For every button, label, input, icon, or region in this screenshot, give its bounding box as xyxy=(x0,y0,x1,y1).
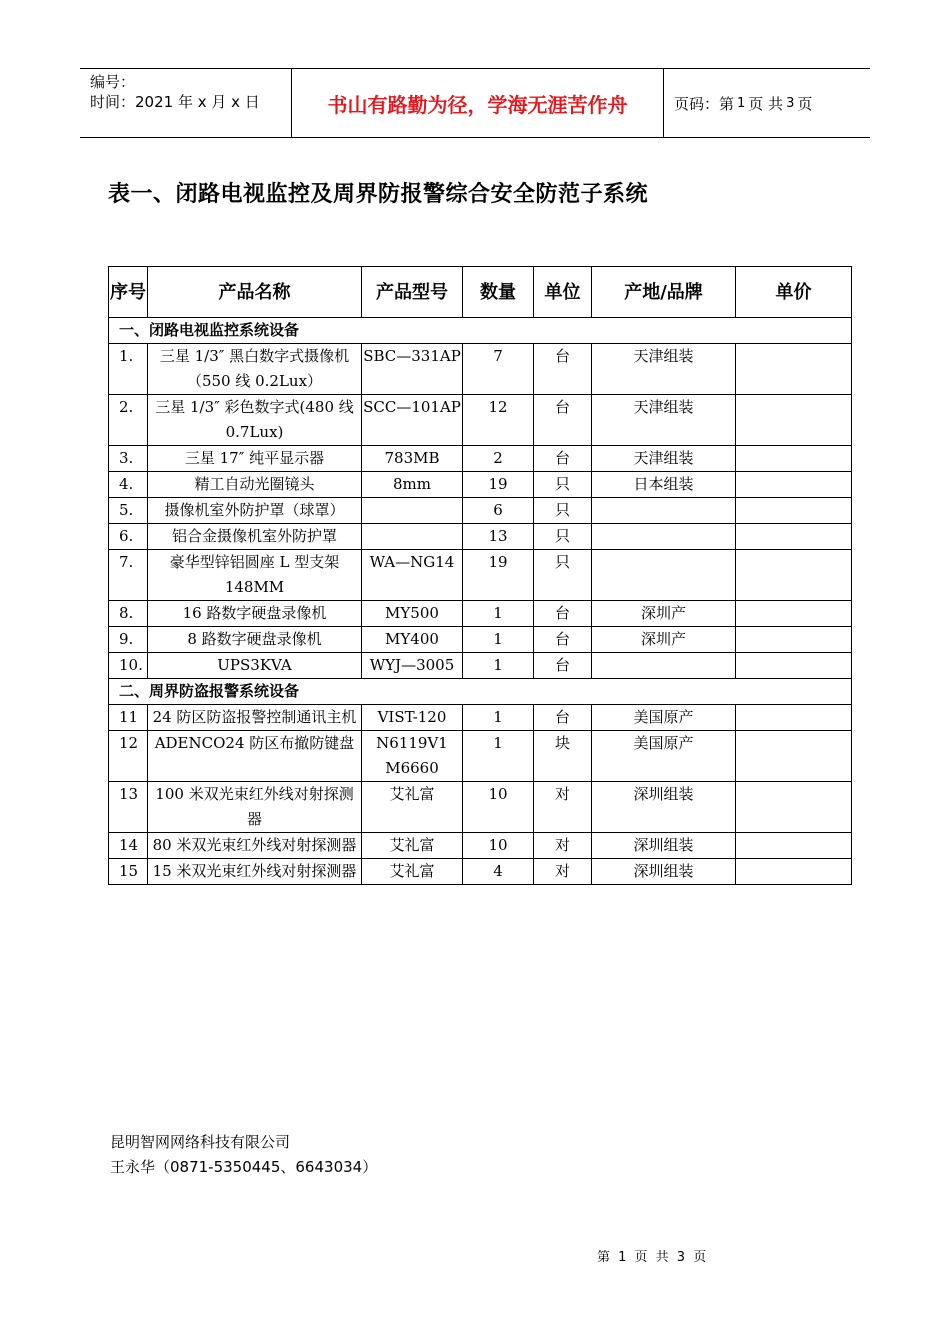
cell-unit: 台 xyxy=(534,601,592,627)
company-name: 昆明智网网络科技有限公司 xyxy=(110,1133,291,1151)
cell-no: 11 xyxy=(109,705,148,731)
cell-price xyxy=(736,833,852,859)
col-header-price: 单价 xyxy=(736,267,852,318)
col-header-name: 产品名称 xyxy=(148,267,362,318)
cell-qty: 19 xyxy=(463,550,534,601)
cell-price xyxy=(736,344,852,395)
time-label: 时间：2021 年 x 月 x 日 xyxy=(90,93,260,111)
cell-origin xyxy=(592,550,736,601)
cell-qty: 1 xyxy=(463,653,534,679)
cell-no: 15 xyxy=(109,859,148,885)
cell-qty: 7 xyxy=(463,344,534,395)
cell-unit: 对 xyxy=(534,833,592,859)
cell-model: VIST-120 xyxy=(362,705,463,731)
table-header-row xyxy=(109,267,852,318)
cell-qty: 12 xyxy=(463,395,534,446)
cell-price xyxy=(736,498,852,524)
cell-origin: 深圳组装 xyxy=(592,833,736,859)
cell-origin: 天津组装 xyxy=(592,344,736,395)
cell-model xyxy=(362,498,463,524)
col-header-seq: 序号 xyxy=(109,267,148,318)
cell-price xyxy=(736,472,852,498)
cell-unit: 只 xyxy=(534,472,592,498)
cell-model: 艾礼富 xyxy=(362,782,463,833)
cell-name: 三星 1/3″ 黑白数字式摄像机（550 线 0.2Lux） xyxy=(148,344,362,395)
cell-qty: 1 xyxy=(463,731,534,782)
cell-price xyxy=(736,705,852,731)
table-row xyxy=(109,859,852,885)
cell-price xyxy=(736,446,852,472)
cell-unit: 台 xyxy=(534,653,592,679)
cell-qty: 1 xyxy=(463,705,534,731)
cell-unit: 台 xyxy=(534,344,592,395)
cell-qty: 10 xyxy=(463,833,534,859)
cell-name: 摄像机室外防护罩（球罩） xyxy=(148,498,362,524)
cell-qty: 10 xyxy=(463,782,534,833)
cell-no: 12 xyxy=(109,731,148,782)
cell-origin: 深圳产 xyxy=(592,601,736,627)
cell-name: 三星 17″ 纯平显示器 xyxy=(148,446,362,472)
table-row xyxy=(109,395,852,446)
cell-unit: 台 xyxy=(534,395,592,446)
table-row xyxy=(109,472,852,498)
table-row xyxy=(109,627,852,653)
cell-name: 铝合金摄像机室外防护罩 xyxy=(148,524,362,550)
company-info xyxy=(110,1130,377,1180)
page-footer: 第 1 页 共 3 页 xyxy=(597,1250,707,1265)
table-row xyxy=(109,550,852,601)
table-row xyxy=(109,524,852,550)
table-row xyxy=(109,601,852,627)
cell-price xyxy=(736,601,852,627)
cell-price xyxy=(736,859,852,885)
cell-unit: 台 xyxy=(534,705,592,731)
cell-origin: 深圳组装 xyxy=(592,782,736,833)
cell-unit: 只 xyxy=(534,550,592,601)
cell-origin xyxy=(592,653,736,679)
cell-no: 3. xyxy=(109,446,148,472)
cell-name: 精工自动光圈镜头 xyxy=(148,472,362,498)
cell-origin: 天津组装 xyxy=(592,446,736,472)
cell-price xyxy=(736,782,852,833)
cell-model: 艾礼富 xyxy=(362,833,463,859)
table-row xyxy=(109,731,852,782)
cell-model: MY500 xyxy=(362,601,463,627)
cell-no: 6. xyxy=(109,524,148,550)
cell-no: 5. xyxy=(109,498,148,524)
cell-qty: 13 xyxy=(463,524,534,550)
cell-model: 783MB xyxy=(362,446,463,472)
cell-qty: 6 xyxy=(463,498,534,524)
company-contact: 王永华（0871-5350445、6643034） xyxy=(110,1158,378,1176)
cell-unit: 对 xyxy=(534,782,592,833)
cell-name: 8 路数字硬盘录像机 xyxy=(148,627,362,653)
cell-model: N6119V1 M6660 xyxy=(362,731,463,782)
section-row xyxy=(109,318,852,344)
cell-price xyxy=(736,653,852,679)
cell-unit: 对 xyxy=(534,859,592,885)
table-row xyxy=(109,653,852,679)
cell-no: 9. xyxy=(109,627,148,653)
table-row xyxy=(109,782,852,833)
cell-name: ADENCO24 防区布撤防键盘 xyxy=(148,731,362,782)
cell-qty: 19 xyxy=(463,472,534,498)
cell-origin xyxy=(592,524,736,550)
table-row xyxy=(109,498,852,524)
cell-name: 80 米双光束红外线对射探测器 xyxy=(148,833,362,859)
col-header-model: 产品型号 xyxy=(362,267,463,318)
cell-qty: 1 xyxy=(463,627,534,653)
cell-no: 7. xyxy=(109,550,148,601)
document-title: 表一、闭路电视监控及周界防报警综合安全防范子系统 xyxy=(108,182,649,207)
cell-name: UPS3KVA xyxy=(148,653,362,679)
section-title: 二、周界防盗报警系统设备 xyxy=(109,679,852,705)
table-row xyxy=(109,446,852,472)
cell-model xyxy=(362,524,463,550)
code-label: 编号： xyxy=(90,73,136,91)
cell-price xyxy=(736,731,852,782)
equipment-table xyxy=(108,266,852,885)
cell-no: 13 xyxy=(109,782,148,833)
cell-no: 4. xyxy=(109,472,148,498)
cell-model: SBC—331AP xyxy=(362,344,463,395)
cell-model: MY400 xyxy=(362,627,463,653)
cell-origin: 日本组装 xyxy=(592,472,736,498)
cell-no: 2. xyxy=(109,395,148,446)
cell-name: 豪华型锌铝圆座 L 型支架 148MM xyxy=(148,550,362,601)
cell-origin xyxy=(592,498,736,524)
cell-no: 14 xyxy=(109,833,148,859)
cell-name: 16 路数字硬盘录像机 xyxy=(148,601,362,627)
cell-origin: 深圳产 xyxy=(592,627,736,653)
slogan: 书山有路勤为径，学海无涯苦作舟 xyxy=(292,69,664,137)
col-header-origin: 产地/品牌 xyxy=(592,267,736,318)
cell-model: 艾礼富 xyxy=(362,859,463,885)
cell-price xyxy=(736,627,852,653)
cell-unit: 台 xyxy=(534,446,592,472)
cell-origin: 深圳组装 xyxy=(592,859,736,885)
cell-model: WA—NG14 xyxy=(362,550,463,601)
cell-unit: 只 xyxy=(534,524,592,550)
cell-model: 8mm xyxy=(362,472,463,498)
cell-name: 三星 1/3″ 彩色数字式(480 线 0.7Lux) xyxy=(148,395,362,446)
cell-origin: 美国原产 xyxy=(592,705,736,731)
cell-model: SCC—101AP xyxy=(362,395,463,446)
page-indicator: 页码：第 1 页 共 3 页 xyxy=(674,94,813,113)
cell-qty: 1 xyxy=(463,601,534,627)
cell-qty: 4 xyxy=(463,859,534,885)
table-row xyxy=(109,344,852,395)
header-meta xyxy=(80,69,292,137)
cell-origin: 美国原产 xyxy=(592,731,736,782)
cell-no: 10. xyxy=(109,653,148,679)
page-header xyxy=(80,68,870,138)
cell-price xyxy=(736,395,852,446)
cell-price xyxy=(736,524,852,550)
cell-unit: 台 xyxy=(534,627,592,653)
cell-no: 8. xyxy=(109,601,148,627)
cell-model: WYJ—3005 xyxy=(362,653,463,679)
cell-name: 100 米双光束红外线对射探测器 xyxy=(148,782,362,833)
cell-name: 24 防区防盗报警控制通讯主机 xyxy=(148,705,362,731)
section-title: 一、闭路电视监控系统设备 xyxy=(109,318,852,344)
cell-unit: 块 xyxy=(534,731,592,782)
cell-no: 1. xyxy=(109,344,148,395)
section-row xyxy=(109,679,852,705)
table-row xyxy=(109,833,852,859)
cell-origin: 天津组装 xyxy=(592,395,736,446)
cell-qty: 2 xyxy=(463,446,534,472)
col-header-unit: 单位 xyxy=(534,267,592,318)
cell-name: 15 米双光束红外线对射探测器 xyxy=(148,859,362,885)
cell-price xyxy=(736,550,852,601)
col-header-qty: 数量 xyxy=(463,267,534,318)
table-row xyxy=(109,705,852,731)
cell-unit: 只 xyxy=(534,498,592,524)
